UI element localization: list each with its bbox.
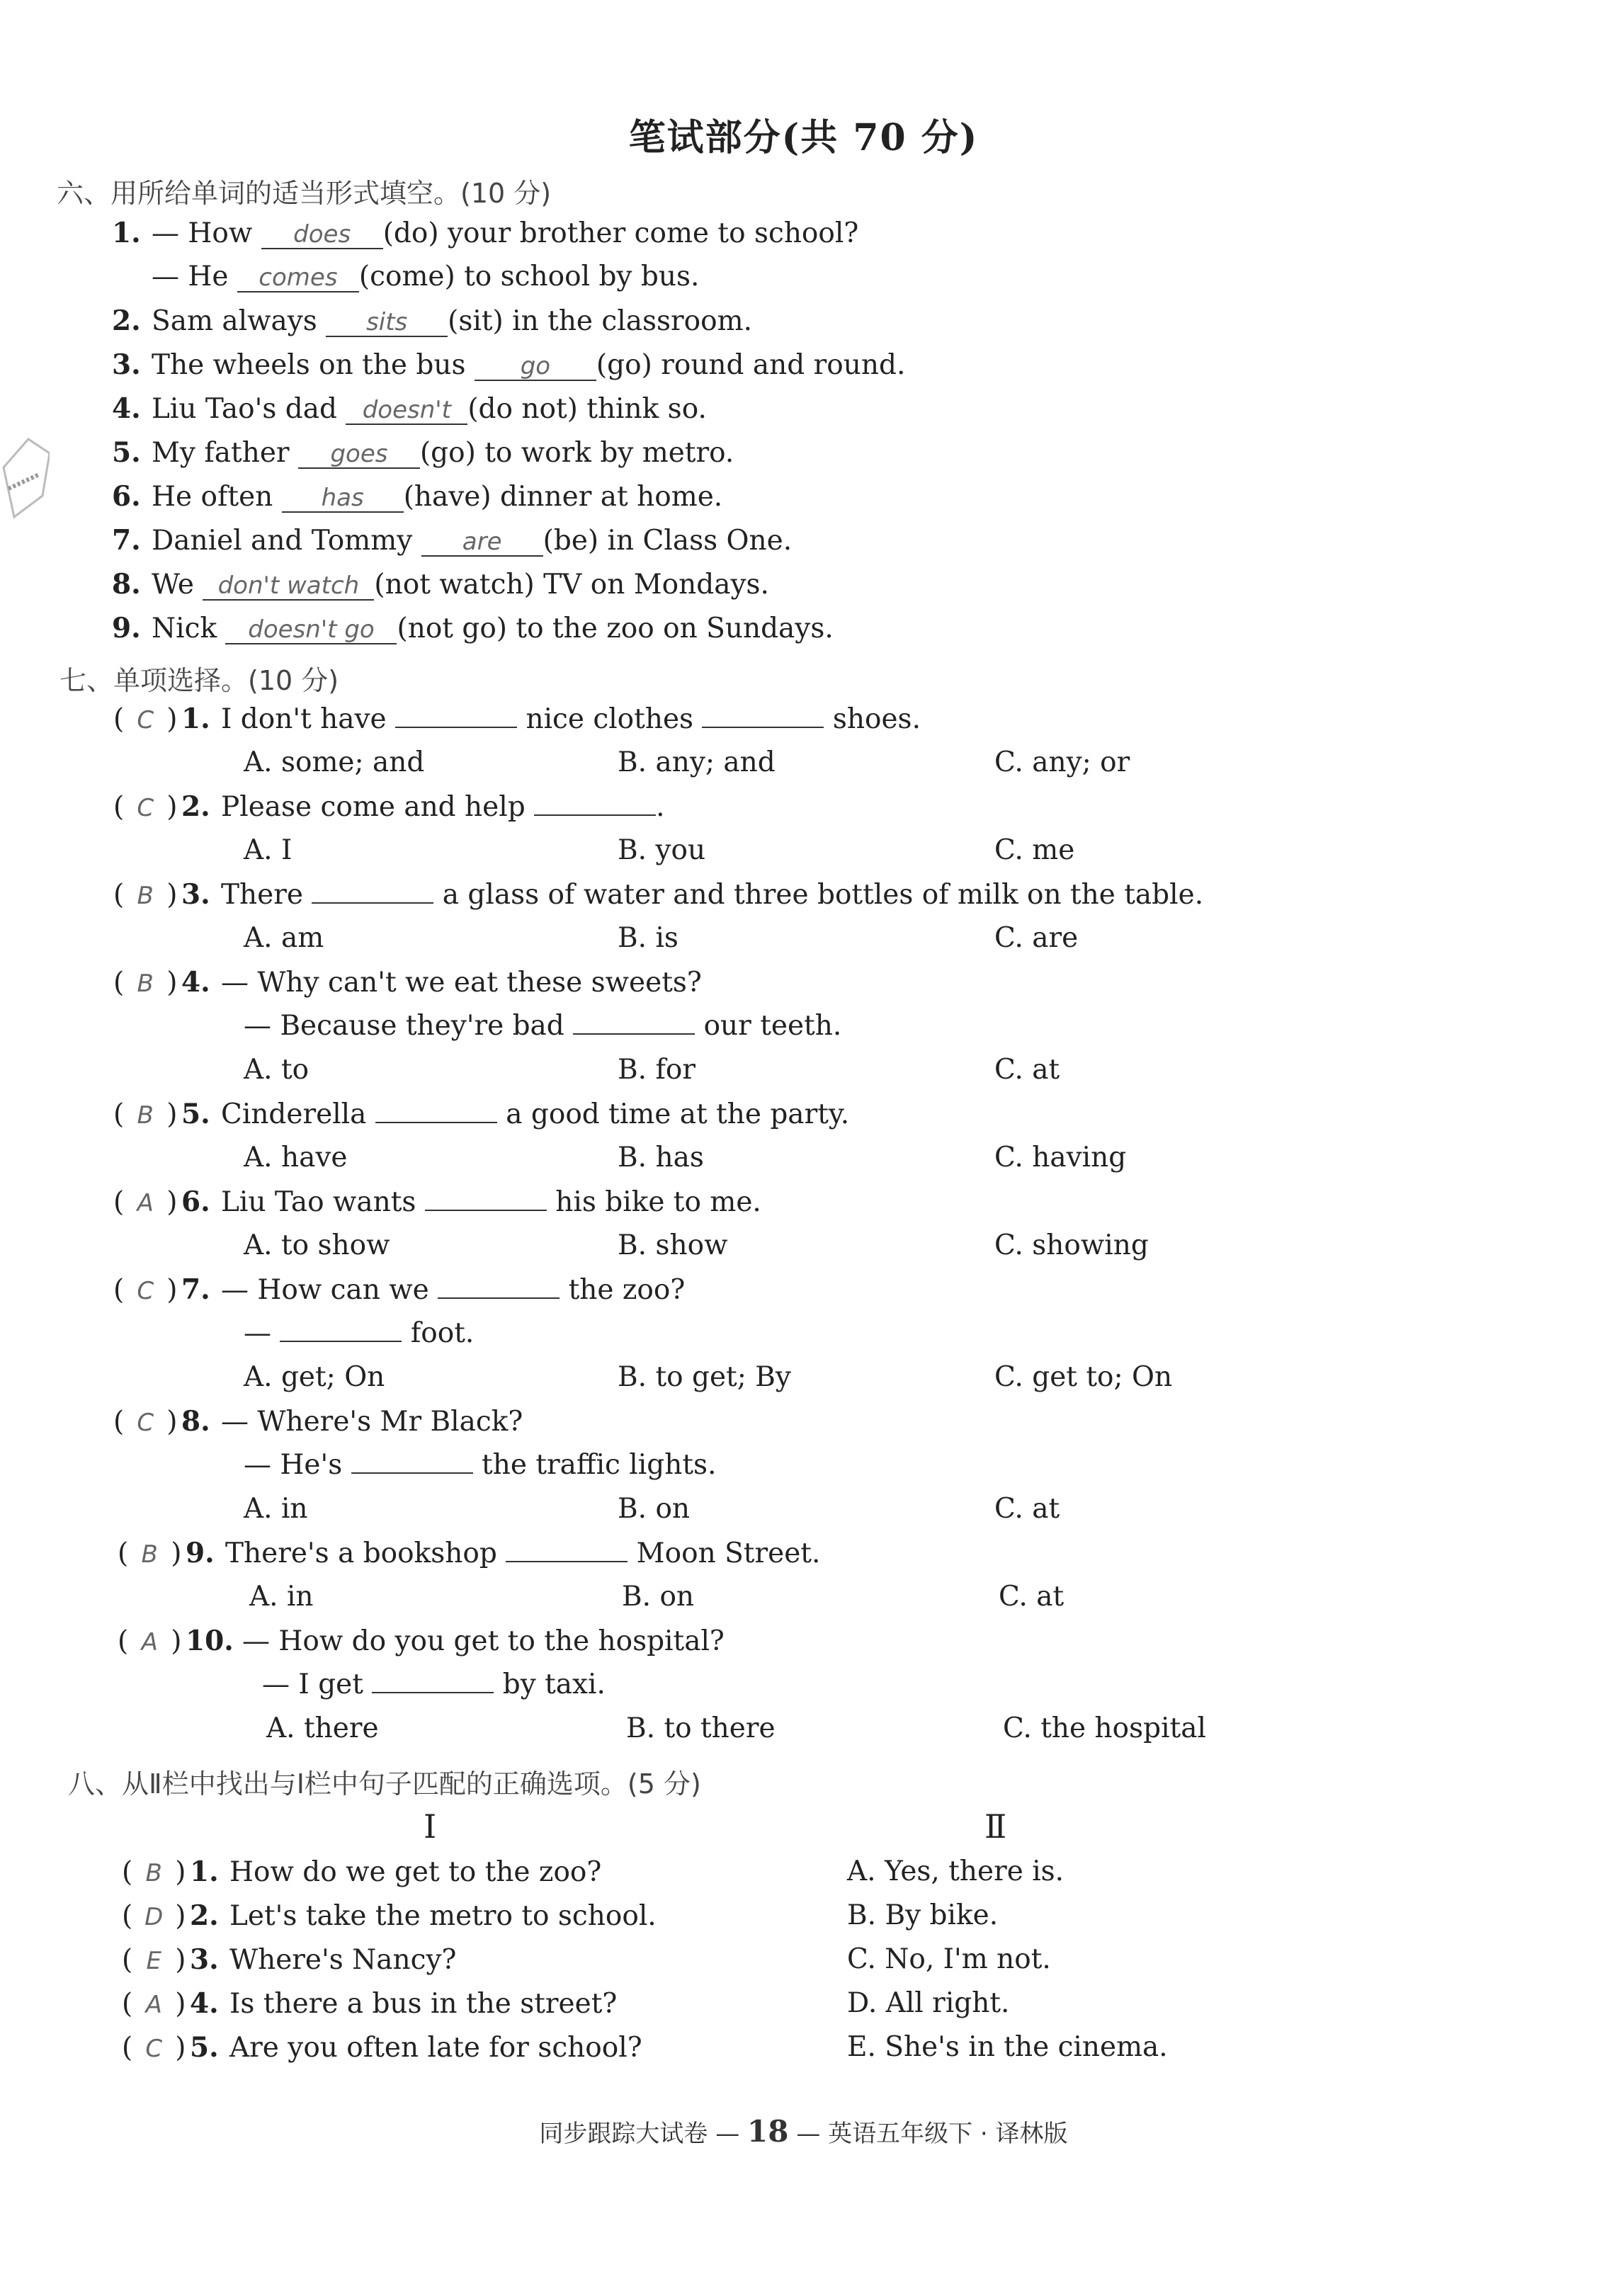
match-row: ( A ) 4. Is there a bus in the street?: [122, 1987, 618, 2020]
option-b: B. is: [618, 922, 678, 954]
answer-choice[interactable]: C: [137, 706, 154, 734]
answer-blank[interactable]: go: [475, 353, 596, 381]
list-item: 5. My father goes (go) to work by metro.: [112, 436, 734, 469]
answer-blank[interactable]: [375, 1122, 497, 1123]
answer-choice[interactable]: C: [137, 1277, 154, 1305]
match-option: B. By bike.: [847, 1899, 999, 1931]
option-b: B. on: [618, 1493, 691, 1525]
answer-choice[interactable]: A: [145, 1991, 162, 2019]
answer-blank[interactable]: sits: [326, 309, 448, 337]
section-heading: 七、单项选择。(10 分): [59, 665, 339, 696]
option-a: A. there: [266, 1712, 379, 1744]
answer-blank[interactable]: [506, 1561, 628, 1562]
option-a: A. some; and: [244, 746, 425, 778]
footer-subject: 英语五年级下 · 译林版: [828, 2120, 1068, 2148]
footer-book-title: 同步跟踪大试卷: [539, 2120, 708, 2148]
answer-blank[interactable]: [372, 1692, 494, 1693]
page-number: 18: [747, 2114, 789, 2149]
answer-choice[interactable]: B: [137, 1101, 154, 1130]
option-b: B. any; and: [618, 746, 776, 778]
match-option: A. Yes, there is.: [847, 1855, 1064, 1887]
footer-dash: —: [796, 2120, 821, 2148]
option-c: C. at: [999, 1581, 1064, 1613]
question-row: ( B ) 9. There's a bookshop Moon Street.: [118, 1537, 821, 1569]
option-c: C. at: [994, 1054, 1060, 1086]
match-row: ( D ) 2. Let's take the metro to school.: [122, 1899, 657, 1932]
list-item: — He comes (come) to school by bus.: [152, 261, 700, 292]
option-b: B. show: [618, 1229, 728, 1261]
question-row: ( A ) 6. Liu Tao wants his bike to me.: [113, 1186, 761, 1218]
option-b: B. to get; By: [618, 1361, 791, 1393]
answer-blank[interactable]: [351, 1472, 473, 1474]
answer-choice[interactable]: B: [145, 1859, 162, 1887]
option-c: C. any; or: [994, 746, 1130, 778]
option-c: C. are: [994, 922, 1079, 954]
match-row: ( B ) 1. How do we get to the zoo?: [122, 1855, 602, 1888]
list-item: 4. Liu Tao's dad doesn't (do not) think so.: [112, 392, 707, 425]
column-header-2: Ⅱ: [984, 1807, 1007, 1846]
answer-blank[interactable]: don't watch: [203, 573, 374, 601]
answer-choice[interactable]: B: [137, 882, 154, 910]
answer-blank[interactable]: [395, 727, 517, 728]
answer-blank[interactable]: doesn't: [346, 397, 467, 425]
list-item: 1. — How does (do) your brother come to school?: [112, 217, 859, 249]
match-option: C. No, I'm not.: [847, 1943, 1051, 1975]
option-c: C. showing: [994, 1229, 1149, 1261]
answer-choice[interactable]: C: [145, 2035, 163, 2063]
option-a: A. in: [249, 1581, 314, 1613]
match-row: ( C ) 5. Are you often late for school?: [122, 2031, 642, 2064]
option-b: B. you: [618, 834, 706, 866]
option-b: B. for: [618, 1054, 696, 1086]
question-row: — foot.: [244, 1317, 475, 1349]
option-c: C. the hospital: [1003, 1712, 1206, 1744]
list-item: 7. Daniel and Tommy are (be) in Class One.: [112, 524, 793, 557]
question-row: ( C ) 2. Please come and help .: [113, 790, 665, 823]
option-a: A. have: [244, 1142, 348, 1173]
list-item: 3. The wheels on the bus go (go) round and round.: [112, 348, 906, 381]
option-a: A. get; On: [244, 1361, 385, 1393]
answer-blank[interactable]: [573, 1033, 695, 1035]
answer-blank[interactable]: has: [282, 485, 404, 513]
answer-choice[interactable]: B: [137, 970, 154, 998]
list-item: 8. We don't watch (not watch) TV on Mondays.: [112, 568, 769, 601]
answer-blank[interactable]: comes: [237, 265, 359, 292]
list-item: 2. Sam always sits (sit) in the classroom.: [112, 305, 752, 337]
option-c: C. having: [994, 1142, 1127, 1173]
option-a: A. to show: [244, 1229, 390, 1261]
option-c: C. me: [994, 834, 1075, 866]
answer-choice[interactable]: C: [137, 1409, 154, 1437]
answer-choice[interactable]: A: [137, 1189, 154, 1217]
binding-stamp-icon: [0, 425, 50, 531]
footer-dash: —: [715, 2120, 740, 2148]
answer-choice[interactable]: C: [137, 794, 154, 822]
option-c: C. at: [994, 1493, 1060, 1525]
match-option: D. All right.: [847, 1987, 1010, 2019]
answer-blank[interactable]: [438, 1297, 560, 1299]
answer-blank[interactable]: [425, 1210, 547, 1211]
match-row: ( E ) 3. Where's Nancy?: [122, 1943, 457, 1976]
answer-blank[interactable]: does: [261, 222, 383, 249]
answer-choice[interactable]: E: [146, 1947, 161, 1975]
option-b: B. to there: [626, 1712, 776, 1744]
section-heading: 六、用所给单词的适当形式填空。(10 分): [57, 178, 552, 209]
question-row: ( B ) 3. There a glass of water and three bottles of milk on the table.: [113, 878, 1204, 911]
question-row: — I get by taxi.: [262, 1669, 606, 1700]
answer-blank[interactable]: are: [421, 529, 543, 557]
list-item: 6. He often has (have) dinner at home.: [112, 480, 723, 513]
page-footer: [0, 2114, 1607, 2149]
answer-blank[interactable]: [280, 1341, 402, 1342]
question-row: ( C ) 7. — How can we the zoo?: [113, 1273, 686, 1306]
answer-choice[interactable]: B: [141, 1540, 158, 1569]
answer-blank[interactable]: [702, 727, 824, 728]
option-b: B. has: [618, 1142, 704, 1173]
option-b: B. on: [622, 1581, 695, 1613]
answer-choice[interactable]: A: [141, 1628, 158, 1656]
answer-blank[interactable]: doesn't go: [225, 617, 397, 644]
answer-blank[interactable]: [534, 814, 656, 816]
question-row: — Because they're bad our teeth.: [244, 1010, 842, 1042]
question-row: ( B ) 4. — Why can't we eat these sweets?: [113, 966, 702, 999]
column-header-1: Ⅰ: [424, 1807, 437, 1846]
question-row: ( C ) 1. I don't have nice clothes shoes.: [113, 703, 921, 735]
question-row: — He's the traffic lights.: [244, 1449, 717, 1481]
answer-blank[interactable]: goes: [298, 441, 420, 469]
answer-choice[interactable]: D: [144, 1903, 164, 1931]
question-row: ( C ) 8. — Where's Mr Black?: [113, 1405, 523, 1438]
page-title: 笔试部分(共 70 分): [628, 116, 979, 159]
answer-blank[interactable]: [312, 902, 433, 904]
option-c: C. get to; On: [994, 1361, 1173, 1393]
list-item: 9. Nick doesn't go (not go) to the zoo on Sundays.: [112, 612, 834, 644]
question-row: ( A ) 10. — How do you get to the hospital?: [118, 1625, 725, 1657]
option-a: A. to: [244, 1054, 310, 1086]
section-heading: 八、从Ⅱ栏中找出与Ⅰ栏中句子匹配的正确选项。(5 分): [68, 1768, 701, 1800]
option-a: A. I: [244, 834, 293, 866]
match-option: E. She's in the cinema.: [847, 2031, 1168, 2063]
option-a: A. am: [244, 922, 324, 954]
question-row: ( B ) 5. Cinderella a good time at the party.: [113, 1098, 850, 1130]
option-a: A. in: [244, 1493, 308, 1525]
